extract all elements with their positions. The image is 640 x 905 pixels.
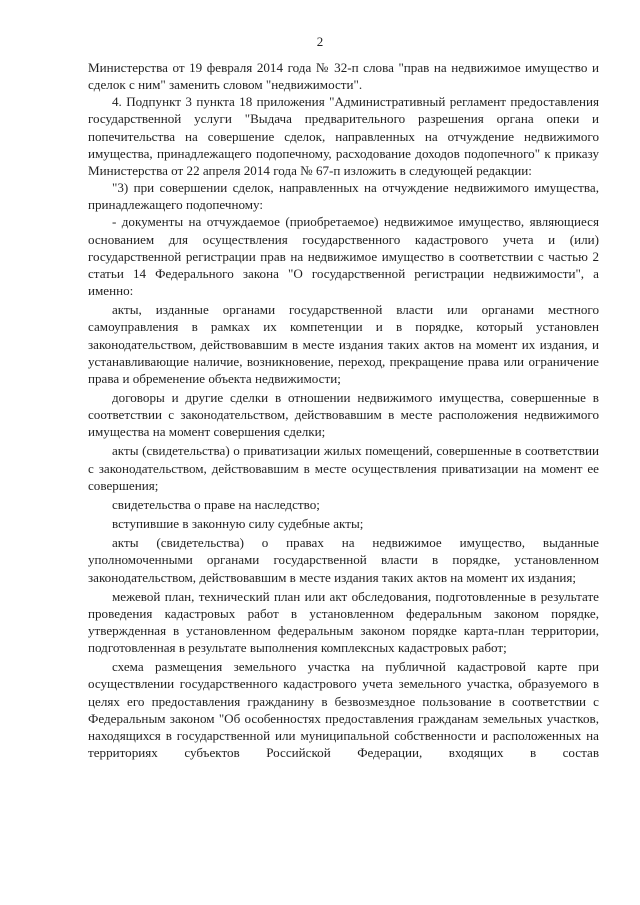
document-body bbox=[88, 59, 599, 761]
paragraph-ministry-order-amendment: Министерства от 19 февраля 2014 года № 32-п слова "прав на недвижимое имущество и сделок с ним" заменить словом "недвижимости". bbox=[88, 60, 599, 93]
paragraph-inheritance: свидетельства о праве на наследство; bbox=[112, 496, 320, 512]
paragraph-court-acts: вступившие в законную силу судебные акты; bbox=[112, 516, 364, 532]
paragraph-rights-certificates: акты (свидетельства) о правах на недвижимое имущество, выданные уполномоченными органами государственной власти в порядке, установленном законодательством, действовавшим в месте издания таких актов на момент их издания; bbox=[88, 535, 599, 585]
paragraph-subitem-3: "3) при совершении сделок, направленных на отчуждение недвижимого имущества, принадлежащего подопечному: bbox=[88, 180, 599, 213]
paragraph-survey-plan: межевой план, технический план или акт обследования, подготовленные в результате проведения кадастровых работ в установленном федеральным законом порядке, утвержденная в установленном федеральным законом порядке карта-план территории, подготовленная в результате выполнения комплексных кадастровых работ; bbox=[88, 588, 599, 656]
paragraph-privatization: акты (свидетельства) о приватизации жилых помещений, совершенные в соответствии с законодательством, действовавшим в месте осуществления приватизации на момент ее совершения; bbox=[88, 443, 599, 493]
page-number: 2 bbox=[316, 34, 324, 49]
paragraph-documents: - документы на отчуждаемое (приобретаемое) недвижимое имущество, являющиеся основанием для осуществления государственного кадастрового учета и (или) государственной регистрации прав на недвижимое имущество в соответствии с частью 2 статьи 14 Федерального закона "О государственной регистрации недвижимости", а именно: bbox=[88, 214, 599, 299]
paragraph-item-4: 4. Подпункт 3 пункта 18 приложения "Административный регламент предоставления государственной услуги "Выдача предварительного разрешения органа опеки и попечительства на совершение сделок, направленных на отчуждение недвижимого имущества, принадлежащего подопечному, расходование доходов подопечного" к приказу Министерства от 22 апреля 2014 года № 67-п изложить в следующей редакции: bbox=[88, 94, 599, 178]
paragraph-land-scheme: схема размещения земельного участка на публичной кадастровой карте при осуществлении государственного кадастрового учета земельного участка, образуемого в целях его предоставления гражданину в безвозмездное пользование в соответствии с Федеральным законом "Об особенностях предоставления гражданам земельных участков, находящихся в государственной или муниципальной собственности и расположенных на территориях субъектов Российской Федерации, входящих в состав bbox=[88, 659, 599, 761]
paragraph-acts: акты, изданные органами государственной власти или органами местного самоуправления в рамках их компетенции и в порядке, который установлен законодательством, действовавшим в месте издания таких актов на момент их издания, и устанавливающие наличие, возникновение, переход, прекращение права или ограничение права и обременение объекта недвижимости; bbox=[88, 302, 599, 386]
paragraph-contracts: договоры и другие сделки в отношении недвижимого имущества, совершенные в соответствии с законодательством, действовавшим в месте расположения недвижимого имущества на момент совершения сделки; bbox=[88, 389, 599, 440]
